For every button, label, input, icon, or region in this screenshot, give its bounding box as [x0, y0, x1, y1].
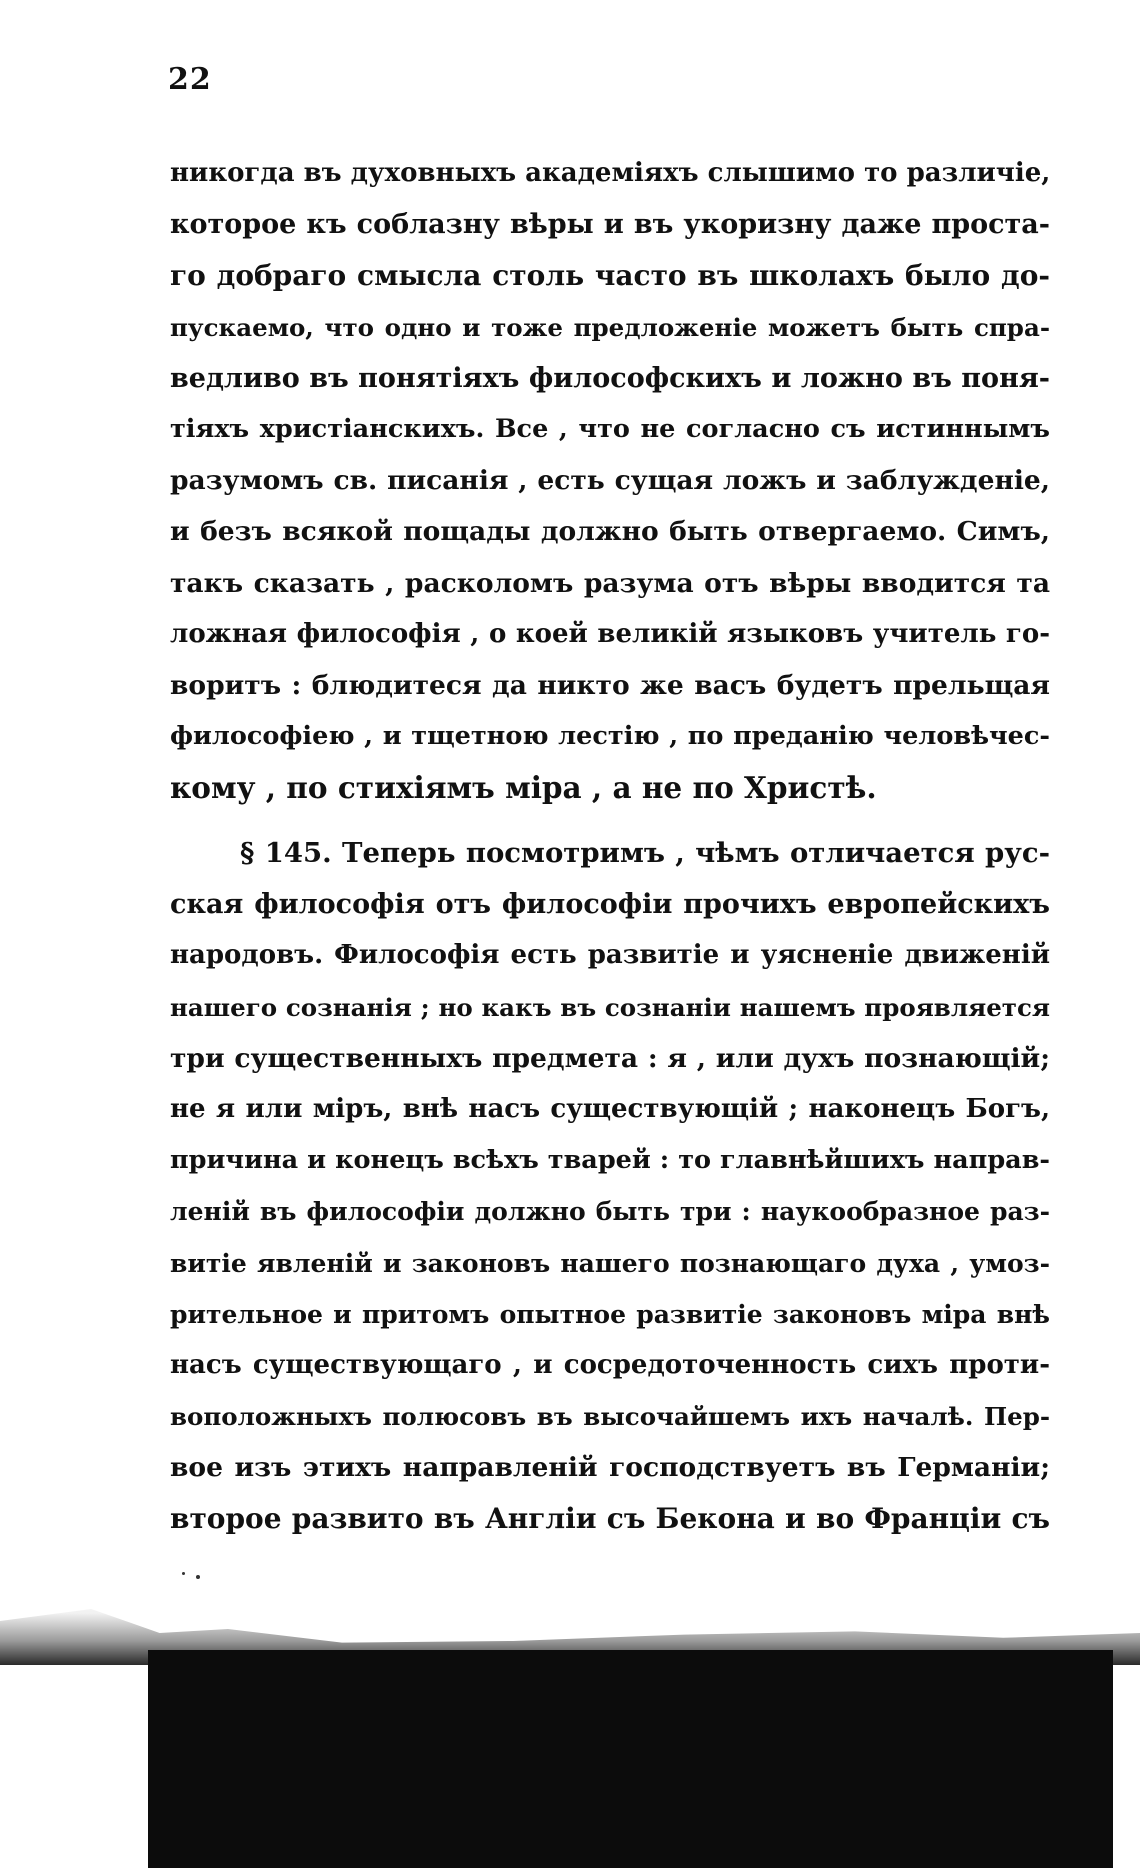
text-line: и безъ всякой пощады должно быть отвергаемо. Симъ, — [170, 516, 1050, 548]
text-line: вое изъ этихъ направленій господствуетъ въ Германіи; — [170, 1452, 1050, 1484]
section-heading-line: § 145. Теперь посмотримъ , чѣмъ отличается рус- — [240, 837, 1050, 869]
text-line: второе развито въ Англіи съ Бекона и во Франціи съ — [170, 1502, 1050, 1536]
text-line: причина и конецъ всѣхъ тварей : то главнѣйшихъ направ- — [170, 1145, 1050, 1176]
text-line: разумомъ св. писанія , есть сущая ложъ и заблужденіе, — [170, 465, 1050, 497]
text-line: воположныхъ полюсовъ въ высочайшемъ ихъ началѣ. Пер- — [170, 1402, 1050, 1432]
text-line: народовъ. Философія есть развитіе и уясненіе движеній — [170, 940, 1050, 971]
text-line: воритъ : блюдитеся да никто же васъ будетъ прельщая — [170, 669, 1050, 701]
text-line: никогда въ духовныхъ академіяхъ слышимо то различіе, — [170, 158, 1051, 188]
text-line: витіе явленій и законовъ нашего познающаго духа , умоз- — [170, 1248, 1050, 1278]
text-line: три существенныхъ предмета : я , или духъ познающій; — [170, 1042, 1050, 1074]
text-line: тіяхъ христіанскихъ. Все , что не согласно съ истиннымъ — [170, 413, 1050, 444]
text-line: ложная философія , о коей великій языковъ учитель го- — [170, 618, 1050, 649]
paragraph-145 — [170, 828, 1050, 1545]
page-number: 22 — [168, 62, 212, 97]
text-line: насъ существующаго , и сосредоточенность сихъ проти- — [170, 1349, 1050, 1380]
scan-speck — [196, 1575, 200, 1579]
text-line: пускаемо, что одно и тоже предложеніе можетъ быть спра- — [170, 312, 1050, 342]
text-line: философіею , и тщетною лестію , по преданію человѣчес- — [170, 721, 1050, 752]
text-line: ская философія отъ философіи прочихъ европейскихъ — [170, 889, 1050, 921]
text-line: такъ сказать , расколомъ разума отъ вѣры вводится та — [170, 567, 1050, 599]
paragraph-1 — [170, 148, 1050, 813]
scan-speck — [182, 1572, 185, 1575]
text-line: не я или міръ, внѣ насъ существующій ; наконецъ Богъ, — [170, 1093, 1050, 1124]
text-line: го добраго смысла столь часто въ школахъ было до- — [170, 259, 1050, 293]
text-line: леній въ философіи должно быть три : наукообразное раз- — [170, 1197, 1050, 1227]
scan-dark-background — [148, 1650, 1113, 1868]
text-line: рительное и притомъ опытное развитіе законовъ міра внѣ — [170, 1299, 1050, 1329]
text-line: нашего сознанія ; но какъ въ сознаніи нашемъ проявляется — [170, 992, 1050, 1022]
text-line: ведливо въ понятіяхъ философскихъ и ложно въ поня- — [170, 362, 1050, 394]
text-line: кому , по стихіямъ міра , а не по Христѣ. — [170, 770, 877, 806]
text-line: которое къ соблазну вѣры и въ укоризну даже проста- — [170, 209, 1050, 241]
